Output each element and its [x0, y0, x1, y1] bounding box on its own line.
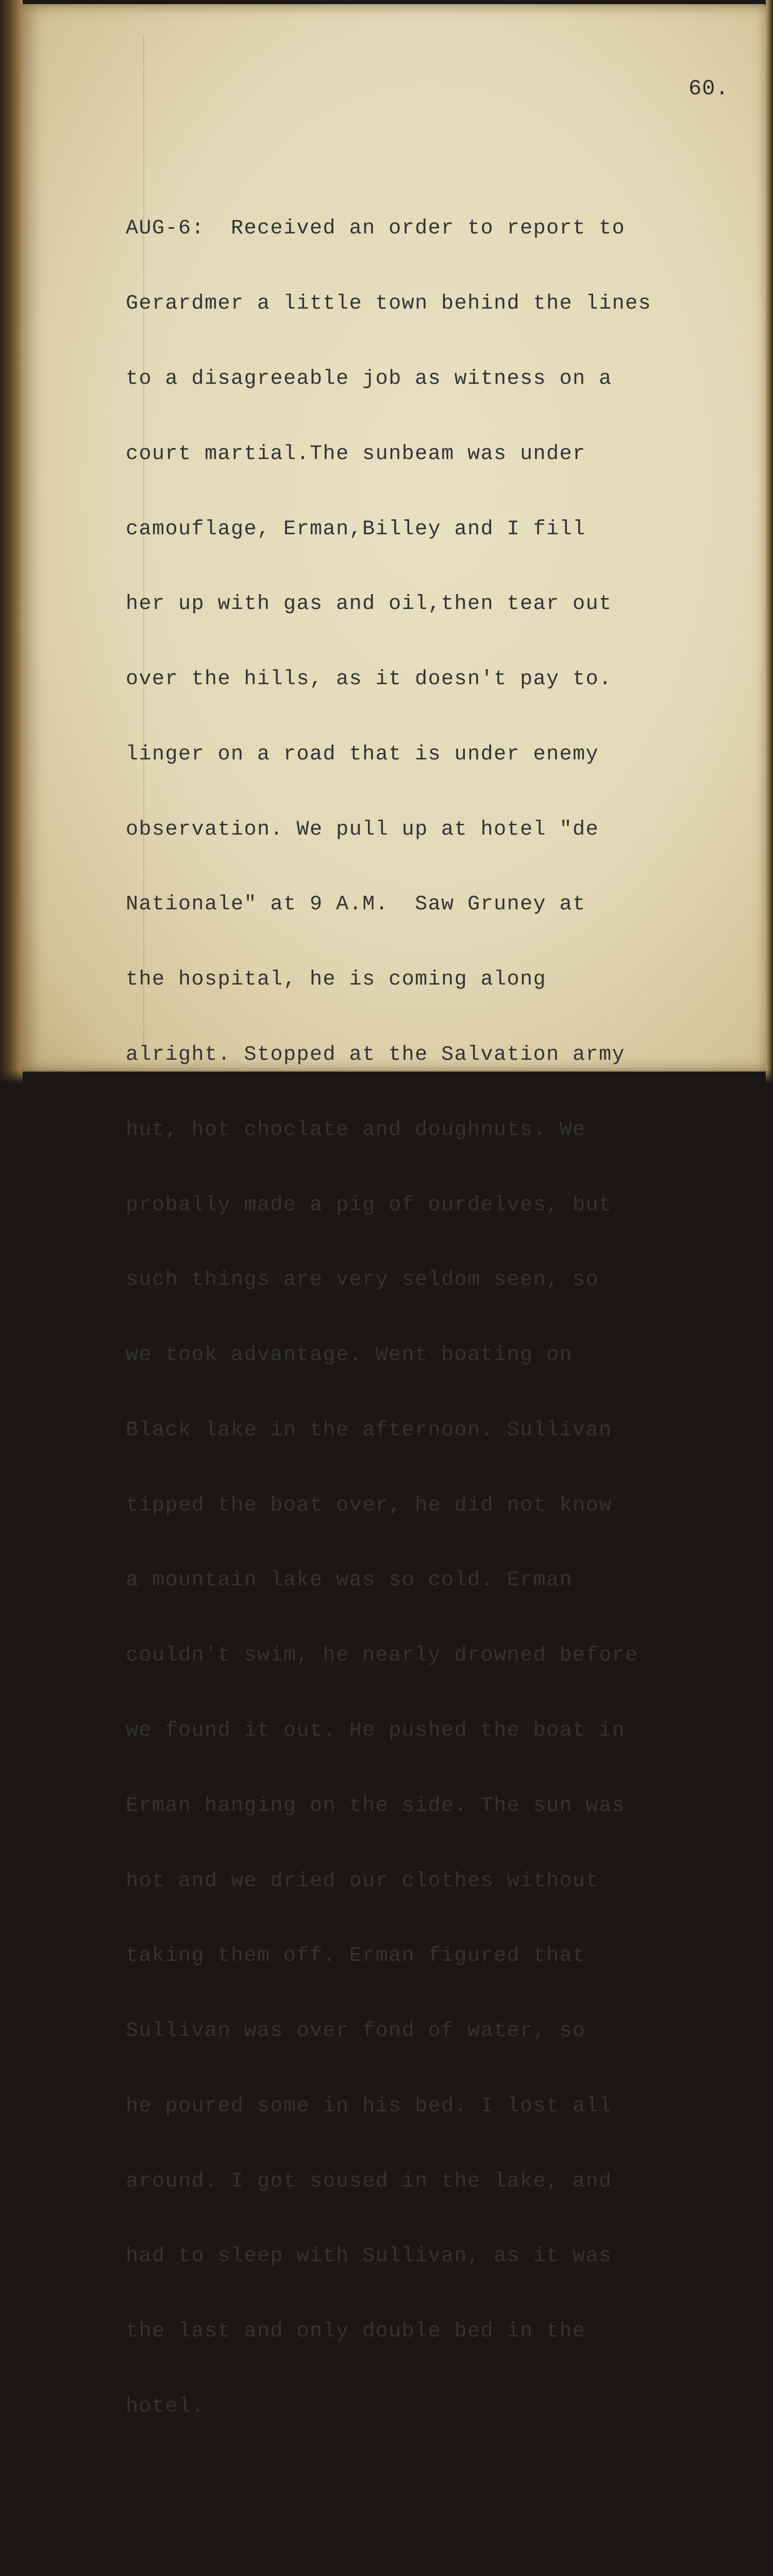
text-line: AUG-6: Received an order to report to: [126, 217, 626, 241]
text-line: hotel.: [126, 2395, 205, 2419]
text-line: to a disagreeable job as witness on a: [126, 367, 612, 391]
text-line: Black lake in the afternoon. Sullivan: [126, 1418, 612, 1442]
typed-text: [126, 116, 760, 2576]
page-number: 60.: [688, 76, 729, 101]
text-line: he poured some in his bed. I lost all: [126, 2094, 612, 2118]
text-line: the last and only double bed in the: [126, 2320, 586, 2344]
text-line: her up with gas and oil,then tear out: [126, 592, 612, 616]
text-line: court martial.The sunbeam was under: [126, 442, 586, 466]
text-line: tipped the boat over, he did not know: [126, 1494, 612, 1517]
book-binding: [0, 0, 23, 1087]
text-line: a mountain lake was so cold. Erman: [126, 1569, 573, 1592]
page-edge: [766, 0, 773, 1087]
text-line: we found it out. He pushed the boat in: [126, 1719, 626, 1742]
text-line: observation. We pull up at hotel "de: [126, 818, 599, 841]
text-line: probally made a pig of ourdelves, but: [126, 1193, 612, 1217]
text-line: such things are very seldom seen, so: [126, 1268, 599, 1292]
text-line: camouflage, Erman,Billey and I fill: [126, 517, 586, 541]
diary-entry-aug-6: [126, 166, 760, 2470]
text-line: taking them off. Erman figured that: [126, 1944, 586, 1968]
text-line: Erman hanging on the side. The sun was: [126, 1794, 626, 1818]
text-line: hut, hot choclate and doughnuts. We: [126, 1118, 586, 1142]
text-line: had to sleep with Sullivan, as it was: [126, 2245, 612, 2268]
text-line: around. I got soused in the lake, and: [126, 2170, 612, 2193]
text-line: linger on a road that is under enemy: [126, 742, 599, 766]
text-line: Gerardmer a little town behind the lines: [126, 292, 652, 316]
text-line: hot and we dried our clothes without: [126, 1869, 599, 1893]
text-line: the hospital, he is coming along: [126, 968, 547, 992]
text-line: alright. Stopped at the Salvation army: [126, 1043, 626, 1066]
bottom-shadow: [0, 1070, 773, 1087]
text-line: over the hills, as it doesn't pay to.: [126, 668, 612, 691]
text-line: Nationale" at 9 A.M. Saw Gruney at: [126, 893, 586, 917]
text-line: Sullivan was over fond of water, so: [126, 2020, 586, 2043]
text-line: we took advantage. Went boating on: [126, 1344, 573, 1367]
entry-gap: [126, 2520, 760, 2545]
text-line: couldn't swim, he nearly drowned before: [126, 1644, 638, 1668]
